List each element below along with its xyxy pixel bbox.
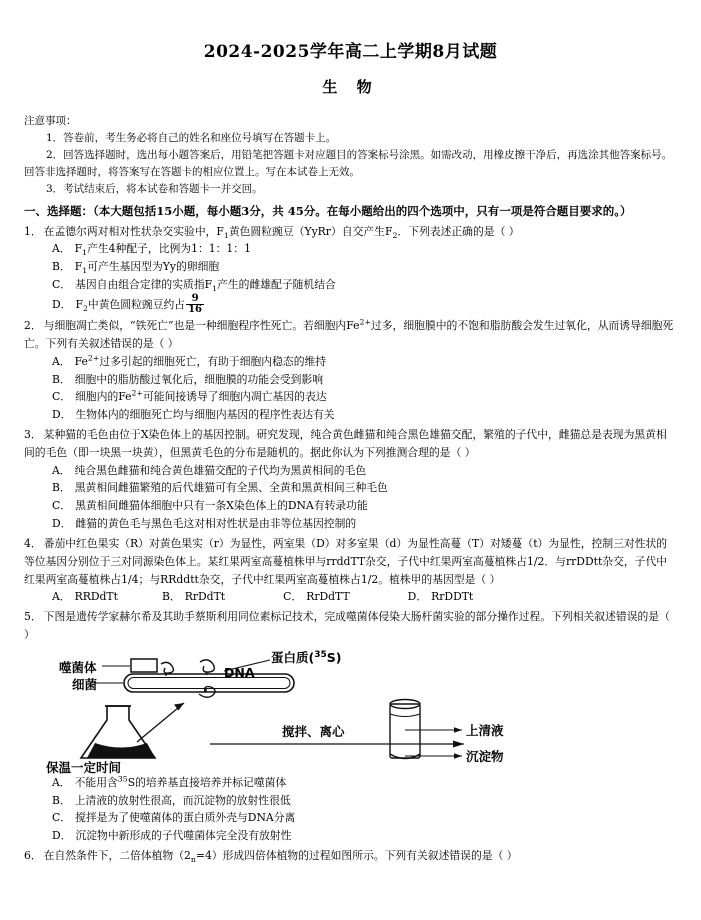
option-key: B． <box>52 372 71 386</box>
option-c <box>24 809 677 827</box>
superscript: 2+ <box>87 353 100 363</box>
option-d <box>24 294 677 315</box>
figure-label-supernatant: 上清液 <box>466 722 504 738</box>
question-2 <box>24 317 677 424</box>
stem-text: 在孟德尔两对相对性状杂交实验中，F <box>43 224 224 238</box>
stem-text: 番茄中红色果实（R）对黄色果实（r）为显性，两室果（D）对多室果（d）为显性高蔓（T）对矮蔓（t）为显性，控制三对性状的等位基因分别位于三对同源染色体上。某红果两室高蔓植株甲与rrddTT杂交，子代中红果两室高蔓植株占1/2．与rrDDtt杂交，子代中红果两室高蔓植株占1/4；与RRddtt杂交，子代中红果两室高蔓植株占1/2。植株甲的基因型是（ ） <box>24 536 668 586</box>
option-b <box>24 258 677 276</box>
option-text: 细胞内的Fe <box>75 390 132 404</box>
option-text: 生物体内的细胞死亡均与细胞内基因的程序性表达有关 <box>75 408 335 422</box>
option-text: Fe <box>74 354 88 368</box>
option-text: 上清液的放射性很高，而沉淀物的放射性很低 <box>74 793 291 807</box>
figure-label-protein-tail: S) <box>326 649 342 665</box>
question-6 <box>24 847 677 865</box>
option-d <box>24 827 677 845</box>
option-text: 搅拌是为了使噬菌体的蛋白质外壳与DNA分离 <box>75 811 296 825</box>
option-text: 雌猫的黄色毛与黑色毛这对相对性状是由非等位基因控制的 <box>75 517 357 531</box>
question-number: 4． <box>24 536 42 550</box>
option-text: RRDdTt <box>74 590 118 604</box>
isotope-superscript: 35 <box>314 649 327 660</box>
option-text: 不能用含 <box>74 775 118 789</box>
stem-text: 与细胞凋亡类似，“铁死亡”也是一种细胞程序性死亡。若细胞内Fe <box>43 319 360 333</box>
figure-label-bacteria: 细菌 <box>72 676 98 692</box>
figure-label-precipitate: 沉淀物 <box>466 748 504 764</box>
notice-item: 2．回答选择题时，选出每小题答案后，用铅笔把答题卡对应题目的答案标号涂黑。如需改动，用橡皮擦干净后，再选涂其他答案标号。回答非选择题时，将答案写在答题卡的相应位置上。写在本试卷上无效。 <box>24 149 673 179</box>
question-3 <box>24 426 677 533</box>
subscript: 1 <box>82 248 88 258</box>
option-key: B． <box>52 793 71 807</box>
question-5 <box>24 608 677 845</box>
option-a <box>24 462 677 480</box>
question-stem <box>24 426 677 462</box>
option-text: 沉淀物中新形成的子代噬菌体完全没有放射性 <box>75 829 292 843</box>
option-key: B． <box>52 260 71 274</box>
option-text: 细胞中的脂肪酸过氧化后，细胞膜的功能会受到影响 <box>74 372 324 386</box>
option-d <box>24 406 677 424</box>
option-text: 产生的雌雄配子随机结合 <box>217 277 336 291</box>
question-number: 5． <box>24 610 42 624</box>
stem-text: 下图是遗传学家赫尔希及其助手蔡斯利用同位素标记技术，完成噬菌体侵染大肠杆菌实验的部分操作过程。下列相关叙述错误的是（ ） <box>24 610 670 641</box>
exam-paper-page <box>0 42 701 920</box>
fraction <box>186 294 204 315</box>
subscript: 1 <box>82 266 88 276</box>
question-stem <box>24 317 677 353</box>
option-a <box>24 774 677 792</box>
subscript: n <box>190 855 196 865</box>
question-4 <box>24 535 677 606</box>
subscript: 2 <box>82 303 88 313</box>
option-text: 产生4种配子，比例为1：1：1：1 <box>87 242 251 256</box>
option-a <box>24 240 677 258</box>
option-text: F <box>74 242 83 256</box>
option-key: C． <box>52 811 72 825</box>
option-text: 过多引起的细胞死亡，有助于细胞内稳态的维持 <box>99 354 327 368</box>
question-stem <box>24 847 677 865</box>
figure-label-stir-centrifuge: 搅拌、离心 <box>282 723 345 739</box>
option-text: S的培养基直接培养并标记噬菌体 <box>127 775 287 789</box>
option-b <box>24 792 677 810</box>
option-a <box>24 353 677 371</box>
option-text: 基因自由组合定律的实质指F <box>75 277 213 291</box>
subscript: 1 <box>223 230 229 240</box>
page-title: 2024-2025学年高二上学期8月试题 <box>203 42 498 62</box>
stem-text: ．下列表述正确的是（ ） <box>397 224 520 238</box>
option-b <box>24 479 677 497</box>
option-key: D． <box>52 517 72 531</box>
option-text: RrDdTt <box>184 590 226 604</box>
notice-item: 1．答卷前，考生务必将自己的姓名和座位号填写在答题卡上。 <box>46 132 337 145</box>
option-key: D． <box>407 590 428 604</box>
option-key: C． <box>283 590 303 604</box>
option-key: D． <box>52 829 72 843</box>
fraction-numerator: 9 <box>191 292 199 304</box>
option-key: A． <box>52 354 71 368</box>
option-key: C． <box>52 390 72 404</box>
option-text: 可能间接诱导了细胞内凋亡基因的表达 <box>143 390 327 404</box>
fraction-denominator: 16 <box>188 303 203 315</box>
option-text: 纯合黑色雌猫和纯合黄色雄猫交配的子代均为黑黄相间的毛色 <box>74 463 367 477</box>
question-stem <box>24 223 677 241</box>
superscript: 2+ <box>131 388 143 398</box>
option-text: RrDdTT <box>306 590 350 604</box>
option-c <box>24 388 677 406</box>
option-text: 中黄色圆粒豌豆约占 <box>87 297 186 311</box>
stem-text: 黄色圆粒豌豆（YyRr）自交产生F <box>228 224 393 238</box>
option-key: A． <box>52 463 71 477</box>
superscript: 2+ <box>359 317 371 327</box>
stem-text: =4）形成四倍体植物的过程如图所示。下列有关叙述错误的是（ ） <box>195 849 518 863</box>
option-key: C． <box>52 277 72 291</box>
options-inline-row <box>24 588 677 606</box>
option-d <box>24 515 677 533</box>
figure-label-incubation-time: 保温一定时间 <box>46 759 122 775</box>
superscript: 35 <box>117 774 128 784</box>
section-heading: 一、选择题：（本大题包括15小题，每小题3分，共 45分。在每小题给出的四个选项中，只有一项是符合题目要求的。） <box>24 204 632 219</box>
option-text: 黑黄相间雌猫体细胞中只有一条X染色体上的DNA有转录功能 <box>75 499 368 513</box>
notice-block <box>24 113 677 198</box>
option-key: D． <box>52 408 72 422</box>
subject-title: 生 物 <box>322 78 379 97</box>
figure-label-protein-text: 蛋白质( <box>271 649 315 665</box>
option-key: A． <box>52 775 71 789</box>
subscript: 1 <box>212 284 218 294</box>
option-c <box>24 276 677 294</box>
option-c <box>24 497 677 515</box>
option-key: B． <box>161 590 181 604</box>
stem-text: 某种猫的毛色由位于X染色体上的基因控制。研究发现，纯合黄色雌猫和纯合黑色雄猫交配，繁殖的子代中，雌猫总是表现为黑黄相间的毛色（即一块黑一块黄），但黑黄毛色的分布是随机的。据此你认为下列推测合理的是（ ） <box>24 428 667 459</box>
figure-label-phage: 噬菌体 <box>59 659 97 675</box>
option-text: F <box>74 260 83 274</box>
option-text: 可产生基因型为Yy的卵细胞 <box>87 260 220 274</box>
option-key: A． <box>52 242 71 256</box>
option-b <box>24 371 677 389</box>
question-stem <box>24 608 677 644</box>
hershey-chase-experiment-figure <box>24 646 677 774</box>
experiment-diagram-svg <box>24 646 677 774</box>
question-stem <box>24 535 677 588</box>
option-key: A． <box>52 590 71 604</box>
question-1 <box>24 223 677 316</box>
subscript: 2 <box>392 230 398 240</box>
question-number: 6． <box>24 849 42 863</box>
option-key: C． <box>52 499 72 513</box>
option-key: B． <box>52 481 71 495</box>
figure-label-dna: DNA <box>224 664 255 680</box>
option-text: RrDDTt <box>431 590 474 604</box>
option-key: D． <box>52 297 72 311</box>
option-text: F <box>75 297 83 311</box>
question-number: 1． <box>24 224 42 238</box>
stem-text: 过多，细胞膜中的不饱和脂肪酸会发生过氧化，从而诱导细胞死亡。下列有关叙述错误的是（ ） <box>24 319 674 350</box>
question-number: 2． <box>24 319 42 333</box>
notice-heading: 注意事项： <box>24 115 77 128</box>
notice-item: 3．考试结束后，将本试卷和答题卡一并交回。 <box>46 183 263 196</box>
figure-label-protein <box>271 648 341 669</box>
option-text: 黑黄相间雌猫繁殖的后代雄猫可有全黑、全黄和黑黄相间三种毛色 <box>74 481 388 495</box>
question-number: 3． <box>24 428 42 442</box>
stem-text: 在自然条件下，二倍体植物（2 <box>43 849 191 863</box>
